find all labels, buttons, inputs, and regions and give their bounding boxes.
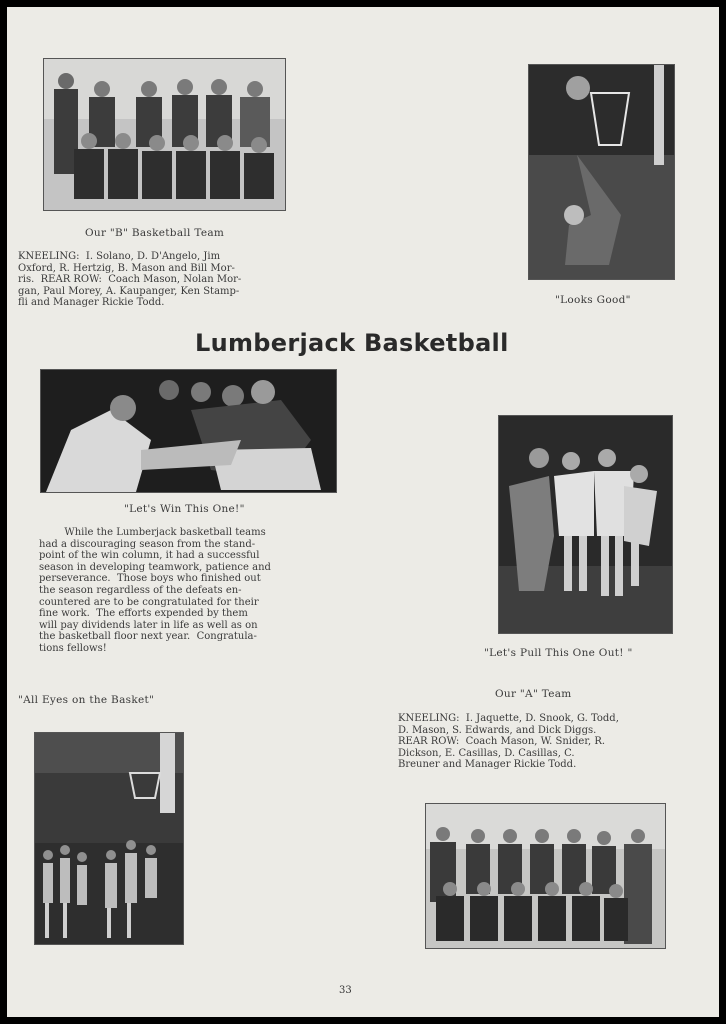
- page-number: 33: [339, 985, 352, 996]
- all-eyes-photo: [34, 732, 184, 945]
- b-team-names: KNEELING: I. Solano, D. D'Angelo, Jim Oxford, R. Hertzig, B. Mason and Bill Mor- ris. REAR ROW: Coach Mason, Nolan Mor- gan, Paul Morey, A. Kaupanger, Ken Stamp- fli and Manager Rickie Todd.: [18, 251, 242, 309]
- all-eyes-caption: "All Eyes on the Basket": [18, 694, 155, 706]
- article-text: While the Lumberjack basketball teams had a discouraging season from the stand- point of the win column, it had a successful season in developing teamwork, patience and perseverance. Those boys who finished out the season regardless of the defeats en- countered are to be congratulated for their fine work. The efforts expended by them will pay dividends later in life as well as on the basketball floor next year. Congratula- tions fellows!: [39, 527, 271, 654]
- looks-good-caption: "Looks Good": [555, 294, 631, 306]
- looks-good-photo: [528, 64, 675, 280]
- pull-out-caption: "Let's Pull This One Out! ": [484, 647, 633, 659]
- page-title: Lumberjack Basketball: [195, 329, 509, 357]
- pull-out-photo: [498, 415, 673, 634]
- b-team-photo: [43, 58, 286, 211]
- a-team-names: KNEELING: I. Jaquette, D. Snook, G. Todd, D. Mason, S. Edwards, and Dick Diggs. REAR ROW: Coach Mason, W. Snider, R. Dickson, E. Casillas, D. Casillas, C. Breuner and Manager Rickie Todd.: [398, 713, 619, 771]
- yearbook-page: [7, 7, 719, 1017]
- huddle-caption: "Let's Win This One!": [124, 503, 245, 515]
- a-team-photo: [425, 803, 666, 949]
- huddle-photo: [40, 369, 337, 493]
- b-team-caption: Our "B" Basketball Team: [85, 227, 225, 239]
- a-team-caption: Our "A" Team: [495, 688, 572, 700]
